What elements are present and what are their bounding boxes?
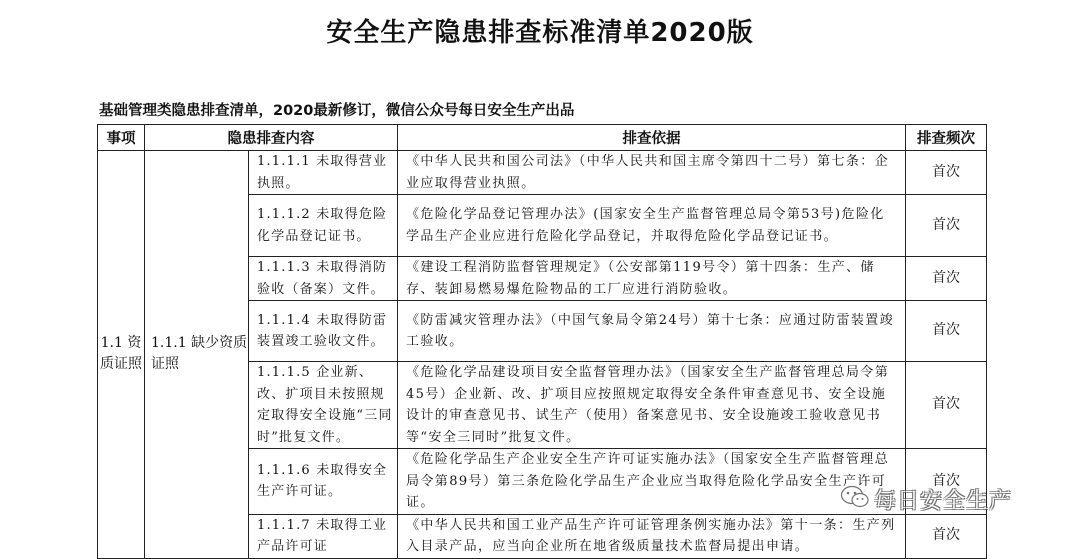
basis-cell: 《中华人民共和国工业产品生产许可证管理条例实施办法》第十一条：生产列入目录产品，应当向企业所在地省级质量技术监督局提出申请。 xyxy=(398,514,906,558)
document-title: 安全生产隐患排查标准清单2020版 xyxy=(326,18,754,48)
frequency-cell: 首次 xyxy=(906,362,987,449)
frequency-cell: 首次 xyxy=(906,195,987,257)
basis-cell: 《危险化学品生产企业安全生产许可证实施办法》（国家安全生产监督管理总局令第89号）第三条危险化学品生产企业应当取得危险化学品安全生产许可证。 xyxy=(398,449,906,515)
item-cell: 1.1.1.7 未取得工业产品许可证 xyxy=(249,514,398,558)
basis-cell: 《危险化学品登记管理办法》(国家安全生产监督管理总局令第53号)危险化学品生产企业应进行危险化学品登记，并取得危险化学品登记证书。 xyxy=(398,195,906,257)
hazard-checklist-table xyxy=(97,124,987,559)
item-cell: 1.1.1.4 未取得防雷装置竣工验收文件。 xyxy=(249,301,398,362)
table-row xyxy=(98,151,987,195)
header-item: 事项 xyxy=(98,125,145,151)
item-cell: 1.1.1.5 企业新、改、扩项目未按照规定取得安全设施“三同时”批复文件。 xyxy=(249,362,398,449)
frequency-cell: 首次 xyxy=(906,301,987,362)
item-cell: 1.1.1.6 未取得安全生产许可证。 xyxy=(249,449,398,515)
document-subtitle: 基础管理类隐患排查清单，2020最新修订，微信公众号每日安全生产出品 xyxy=(99,103,575,119)
table-header-row xyxy=(98,125,987,151)
header-content: 隐患排查内容 xyxy=(145,125,398,151)
basis-cell: 《中华人民共和国公司法》（中华人民共和国主席令第四十二号）第七条：企业应取得营业执照。 xyxy=(398,151,906,195)
frequency-cell: 首次 xyxy=(906,449,987,515)
category-cell: 1.1 资质证照 xyxy=(98,151,145,559)
subcategory-cell: 1.1.1 缺少资质证照 xyxy=(145,151,249,559)
header-basis: 排查依据 xyxy=(398,125,906,151)
item-cell: 1.1.1.1 未取得营业执照。 xyxy=(249,151,398,195)
item-cell: 1.1.1.2 未取得危险化学品登记证书。 xyxy=(249,195,398,257)
frequency-cell: 首次 xyxy=(906,151,987,195)
header-frequency: 排查频次 xyxy=(906,125,987,151)
frequency-cell: 首次 xyxy=(906,514,987,558)
watermark-text: 每日安全生产 xyxy=(874,488,1013,514)
basis-cell: 《危险化学品建设项目安全监督管理办法》（国家安全生产监督管理总局令第45号）企业新、改、扩项目应按照规定取得安全条件审查意见书、安全设施设计的审查意见书、试生产（使用）备案意见书、安全设施竣工验收意见书等“安全三同时”批复文件。 xyxy=(398,362,906,449)
basis-cell: 《防雷减灾管理办法》（中国气象局令第24号）第十七条：应通过防雷装置竣工验收。 xyxy=(398,301,906,362)
basis-cell: 《建设工程消防监督管理规定》（公安部第119号令）第十四条：生产、储存、装卸易燃易爆危险物品的工厂应进行消防验收。 xyxy=(398,257,906,301)
item-cell: 1.1.1.3 未取得消防验收（备案）文件。 xyxy=(249,257,398,301)
frequency-cell: 首次 xyxy=(906,257,987,301)
